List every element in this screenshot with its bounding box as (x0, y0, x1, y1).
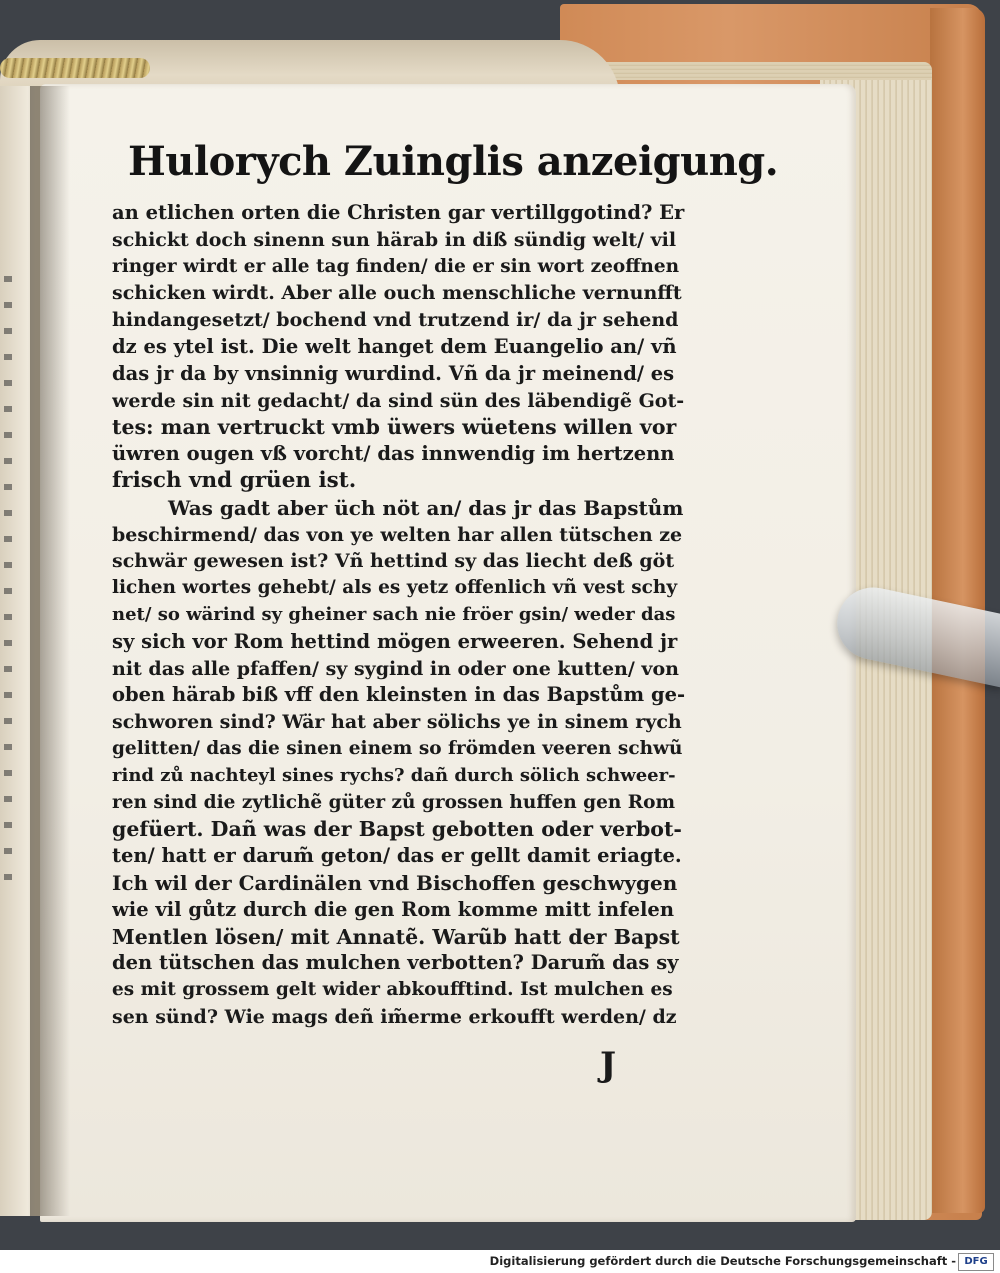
text-line: schickt doch sinenn sun härab in diß sündig welt/ vil (112, 228, 677, 251)
text-line: sy sich vor Rom hettind mögen erweeren. Sehend jr (112, 629, 678, 653)
text-line: beschirmend/ das von ye welten har allen tütschen ze (112, 523, 683, 546)
binding-ornament (0, 58, 150, 78)
text-line: dz es ytel ist. Die welt hanget dem Euangelio an/ vñ (112, 334, 677, 358)
text-line: oben härab biß vff den kleinsten in das Bapstům ge- (112, 683, 686, 707)
text-line: es mit grossem gelt wider abkoufftind. Ist mulchen es (112, 979, 673, 1001)
text-line: hindangesetzt/ bochend vnd trutzend ir/ da jr sehend (112, 309, 679, 332)
left-page-text-fragments (4, 276, 12, 896)
text-line: frisch vnd grüen ist. (112, 467, 357, 493)
text-line: tes: man vertruckt vmb üwers wüetens willen vor (112, 415, 677, 440)
text-line: üwren ougen vß vorcht/ das innwendig im hertzenn (112, 442, 675, 466)
text-line: sen sünd? Wie mags deñ im̃erme erkoufft werden/ dz (112, 1005, 677, 1028)
text-line: Ich wil der Cardinälen vnd Bischoffen geschwygen (112, 870, 678, 895)
text-line: den tütschen das mulchen verbotten? Darum̃ das sy (112, 951, 679, 975)
text-line: nit das alle pfaffen/ sy sygind in oder one kutten/ von (112, 657, 679, 680)
funding-credit: Digitalisierung gefördert durch die Deutsche Forschungsgemeinschaft - (489, 1254, 956, 1268)
dfg-logo-icon: DFG (958, 1253, 994, 1271)
text-line: werde sin nit gedacht/ da sind sün des läbendigẽ Got- (112, 389, 685, 412)
text-line: schworen sind? Wär hat aber sölichs ye in sinem rych (112, 711, 682, 734)
footer-bar (0, 1250, 1000, 1273)
text-block (112, 200, 687, 1031)
text-line: ringer wirdt er alle tag finden/ die er sin wort zeoffnen (112, 255, 680, 277)
text-line: schwär gewesen ist? Vñ hettind sy das liecht deß göt (112, 550, 675, 573)
text-line: gelitten/ das die sinen einem so frömden veeren schwũ (112, 737, 683, 759)
running-head: Hulorych Zuinglis anzeigung. (128, 138, 779, 185)
catchword: J (600, 1045, 617, 1085)
text-line: das jr da by vnsinnig wurdind. Vñ da jr meinend/ es (112, 361, 675, 385)
text-line: lichen wortes gehebt/ als es yetz offenlich vñ vest schy (112, 577, 678, 599)
text-line: schicken wirdt. Aber alle ouch menschliche vernunfft (112, 282, 682, 305)
text-line: ren sind die zytlichẽ güter zů grossen huffen gen Rom (112, 791, 676, 813)
text-line: wie vil gůtz durch die gen Rom komme mitt infelen (112, 897, 675, 921)
text-line: ten/ hatt er darum̃ geton/ das er gellt damit eriagte. (112, 844, 682, 868)
text-line: an etlichen orten die Christen gar vertillggotind? Er (112, 201, 685, 224)
text-line: Was gadt aber üch nöt an/ das jr das Bapstům (168, 495, 684, 520)
text-line: Mentlen lösen/ mit Annatẽ. Warũb hatt der Bapst (112, 924, 680, 949)
text-line: rind zů nachteyl sines rychs? dañ durch sölich schweer- (112, 764, 676, 786)
text-line: gefüert. Dañ was der Bapst gebotten oder verbot- (112, 817, 682, 842)
text-line: net/ so wärind sy gheiner sach nie fröer gsin/ weder das (112, 603, 676, 625)
gutter-shadow (30, 86, 70, 1216)
